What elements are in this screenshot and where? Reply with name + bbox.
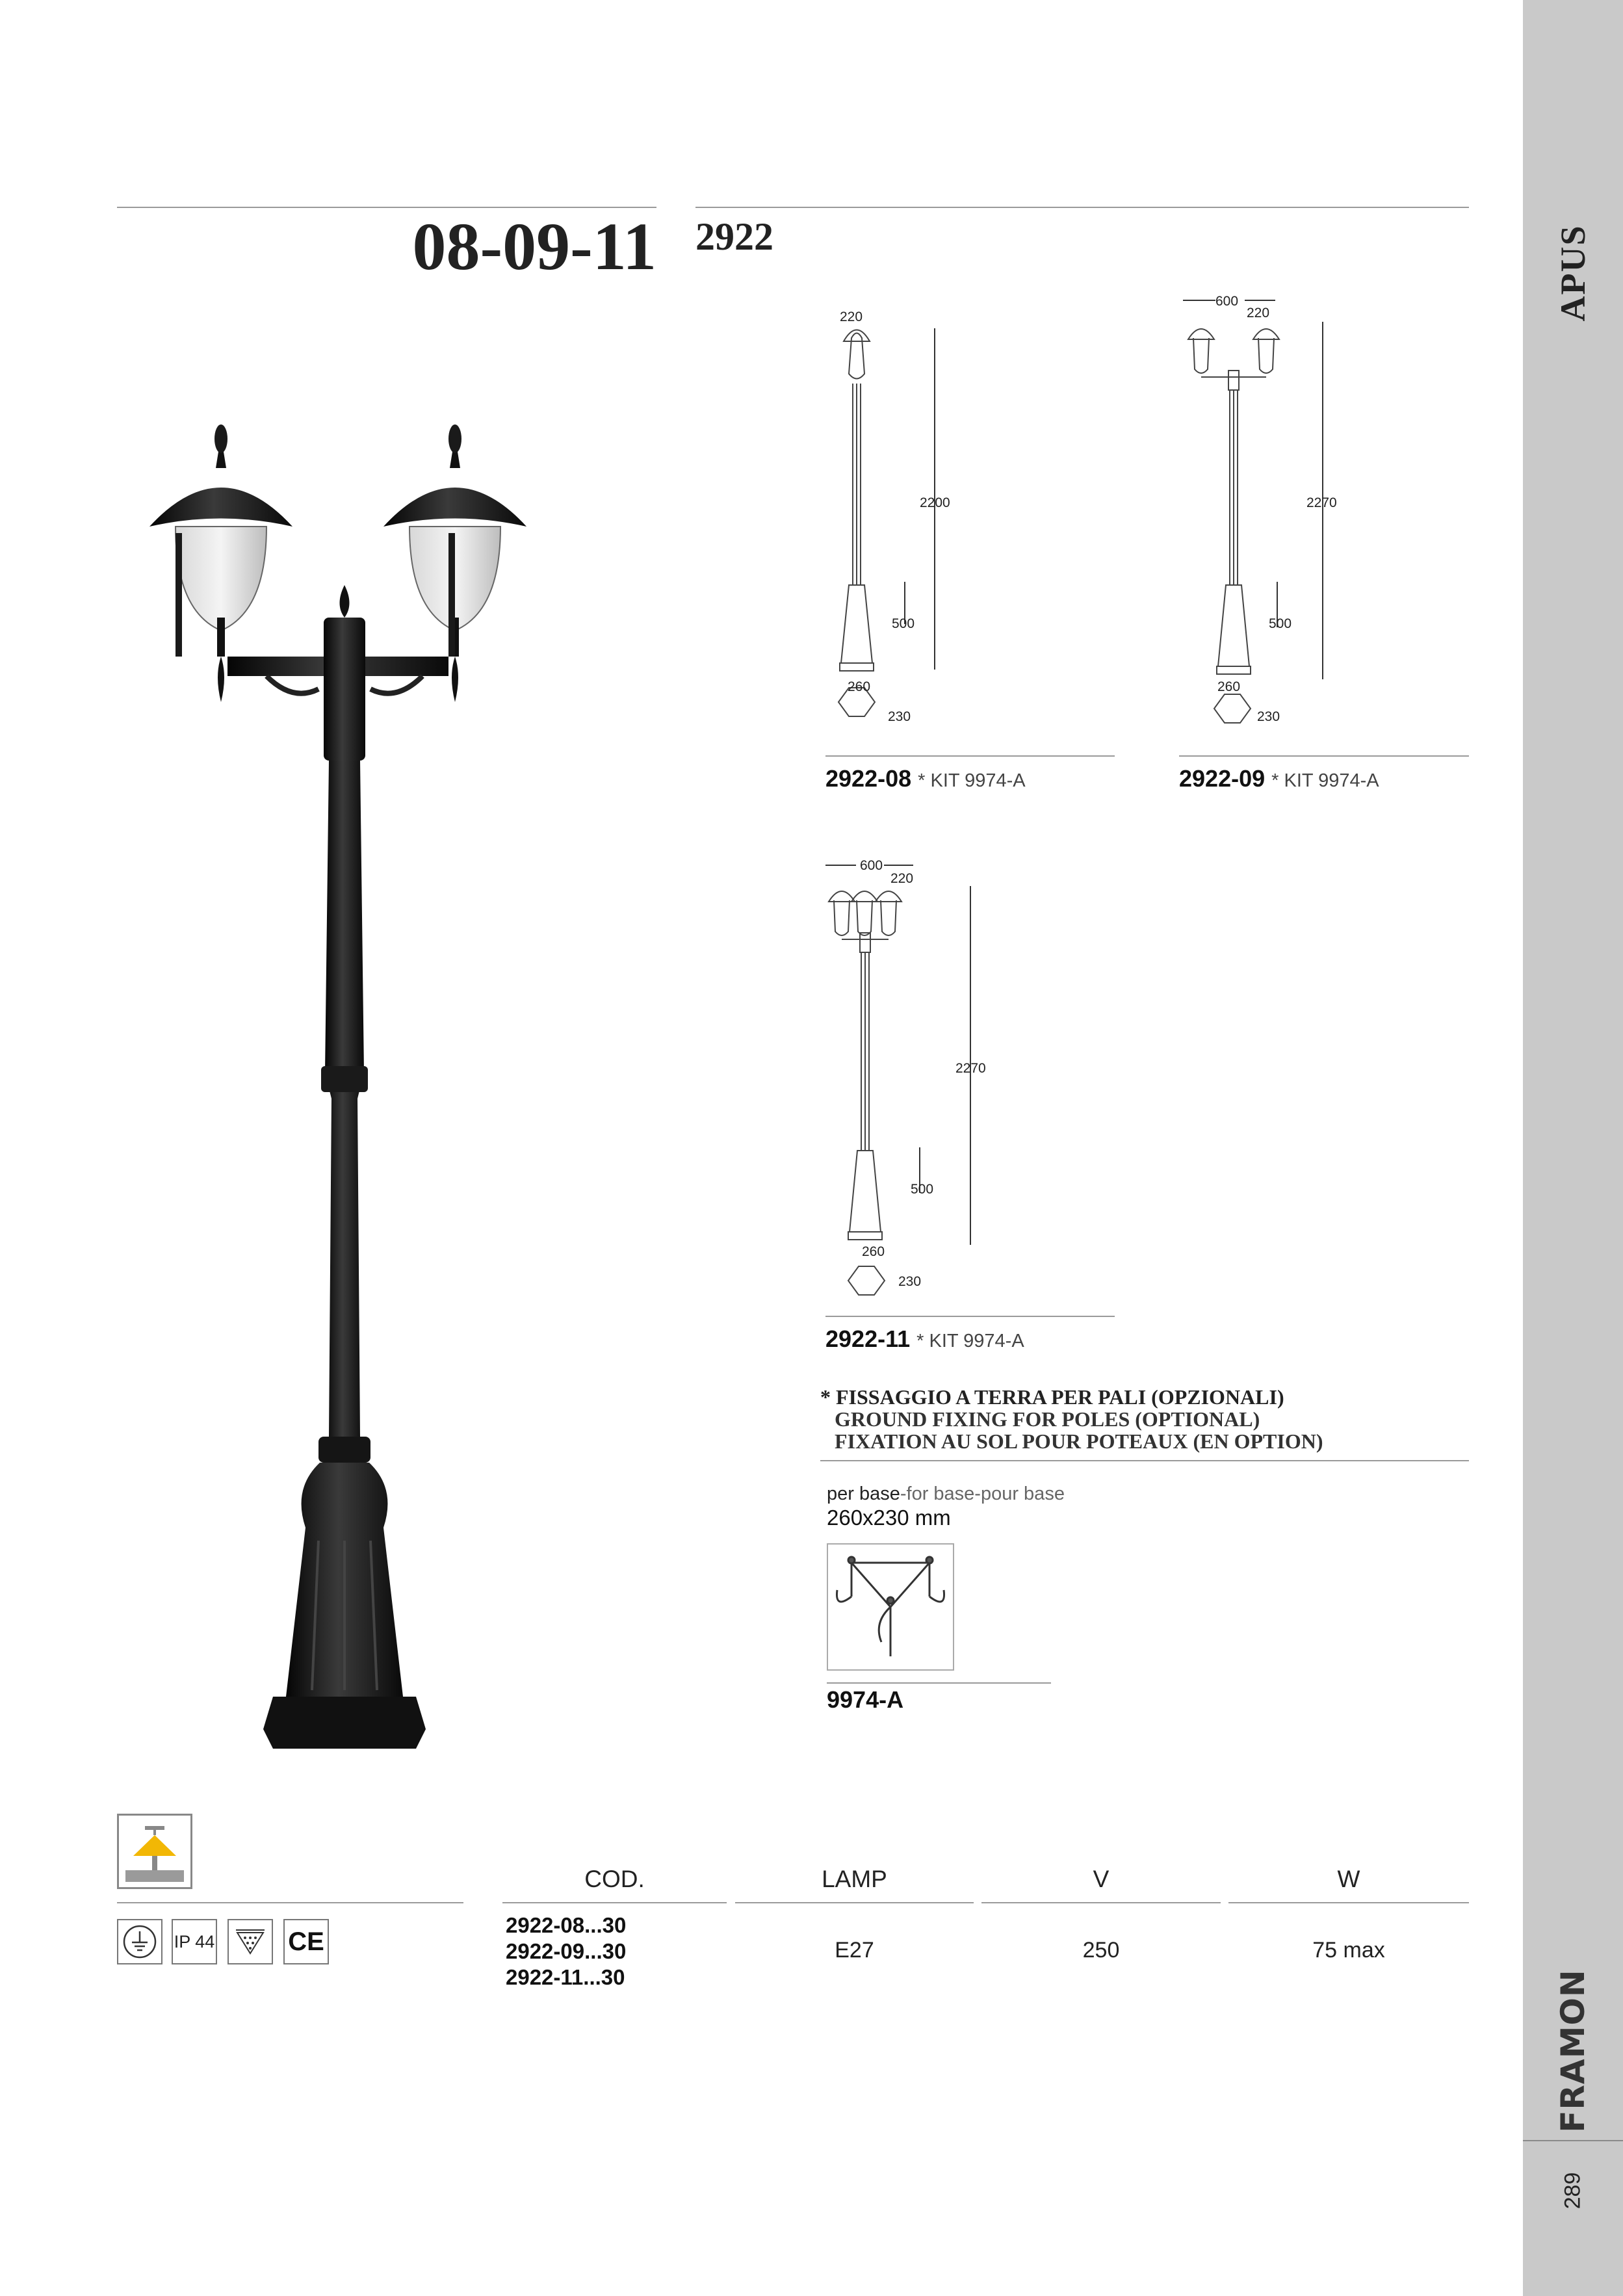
dim-base-height: 500 — [1269, 616, 1292, 631]
kit-rule — [827, 1682, 1051, 1684]
table-code: 2922-09...30 — [506, 1939, 627, 1963]
dim-base-width: 260 — [862, 1244, 885, 1259]
table-header-v: V — [1093, 1866, 1110, 1892]
product-kit: * KIT 9974-A — [918, 770, 1026, 791]
kit-image — [827, 1543, 954, 1671]
dim-base-width: 260 — [848, 679, 871, 694]
table-cell-codes — [506, 1912, 626, 1990]
product-kit: * KIT 9974-A — [1271, 770, 1379, 791]
ce-mark-icon: CE — [283, 1919, 329, 1964]
page-title-codes: 08-09-11 — [412, 209, 656, 284]
fixing-note-en: GROUND FIXING FOR POLES (OPTIONAL) — [835, 1407, 1260, 1431]
drawing-2922-09 — [1176, 293, 1345, 741]
icon-rule — [117, 1902, 463, 1903]
drawing-2922-11 — [822, 855, 985, 1310]
table-header-w: W — [1337, 1866, 1360, 1892]
note-rule — [820, 1460, 1469, 1461]
ip-rating-badge: IP 44 — [172, 1919, 217, 1964]
product-kit: * KIT 9974-A — [916, 1331, 1024, 1351]
series-name: APUS — [1553, 224, 1592, 322]
kit-code: 9974-A — [827, 1686, 904, 1713]
product-code: 2922-11 — [825, 1325, 911, 1352]
dim-base-depth: 230 — [888, 709, 911, 724]
page-title-model: 2922 — [695, 215, 773, 258]
table-cell-v: 250 — [1082, 1938, 1120, 1963]
dim-height: 2200 — [920, 495, 950, 510]
product-caption-2922-11 — [825, 1325, 1024, 1353]
dim-base-depth: 230 — [1257, 709, 1280, 724]
sidebar-divider — [1523, 2140, 1623, 2141]
table-cell-w: 75 max — [1312, 1938, 1385, 1963]
product-caption-2922-09 — [1179, 765, 1379, 792]
caption-rule — [1179, 755, 1469, 757]
table-code: 2922-11...30 — [506, 1965, 625, 1989]
dim-width: 220 — [840, 309, 863, 324]
table-header-rule — [502, 1902, 727, 1903]
dim-height: 2270 — [955, 1061, 986, 1076]
flammable-surface-icon — [227, 1919, 273, 1964]
dim-span: 600 — [860, 858, 883, 873]
product-code: 2922-09 — [1179, 765, 1266, 792]
fixing-note-it: * FISSAGGIO A TERRA PER PALI (OPZIONALI) — [820, 1385, 1284, 1409]
brand-logo: FRAMON — [1554, 1969, 1592, 2133]
table-code: 2922-08...30 — [506, 1913, 627, 1937]
table-header-lamp: LAMP — [822, 1866, 887, 1892]
caption-rule — [825, 1316, 1115, 1317]
dim-base-height: 500 — [892, 616, 915, 631]
table-header-rule — [735, 1902, 974, 1903]
table-header-cod: COD. — [584, 1866, 645, 1892]
caption-rule — [825, 755, 1115, 757]
ground-fixing-kit-icon — [828, 1545, 953, 1669]
dim-span: 600 — [1215, 294, 1239, 309]
dim-width: 220 — [1247, 306, 1270, 320]
earth-ground-icon — [117, 1919, 162, 1964]
dim-width: 220 — [890, 871, 914, 886]
base-label: per base-for base-pour base — [827, 1483, 1065, 1504]
dim-base-height: 500 — [911, 1182, 934, 1197]
title-rule-right — [695, 207, 1469, 208]
drawing-2922-08 — [825, 299, 994, 741]
table-header-rule — [981, 1902, 1221, 1903]
dim-base-depth: 230 — [898, 1274, 922, 1289]
product-code: 2922-08 — [825, 765, 912, 792]
dim-height: 2270 — [1306, 495, 1337, 510]
table-cell-lamp: E27 — [835, 1938, 874, 1963]
product-photo-lamp-post — [136, 423, 552, 1762]
ground-installation-icon — [117, 1814, 192, 1889]
fixing-note — [820, 1386, 1323, 1452]
page-number: 289 — [1560, 2172, 1585, 2210]
base-size: 260x230 mm — [827, 1506, 951, 1530]
fixing-note-fr: FIXATION AU SOL POUR POTEAUX (EN OPTION) — [835, 1429, 1323, 1453]
dim-base-width: 260 — [1217, 679, 1241, 694]
table-header-rule — [1228, 1902, 1469, 1903]
product-caption-2922-08 — [825, 765, 1026, 792]
sidebar — [1523, 0, 1623, 2296]
